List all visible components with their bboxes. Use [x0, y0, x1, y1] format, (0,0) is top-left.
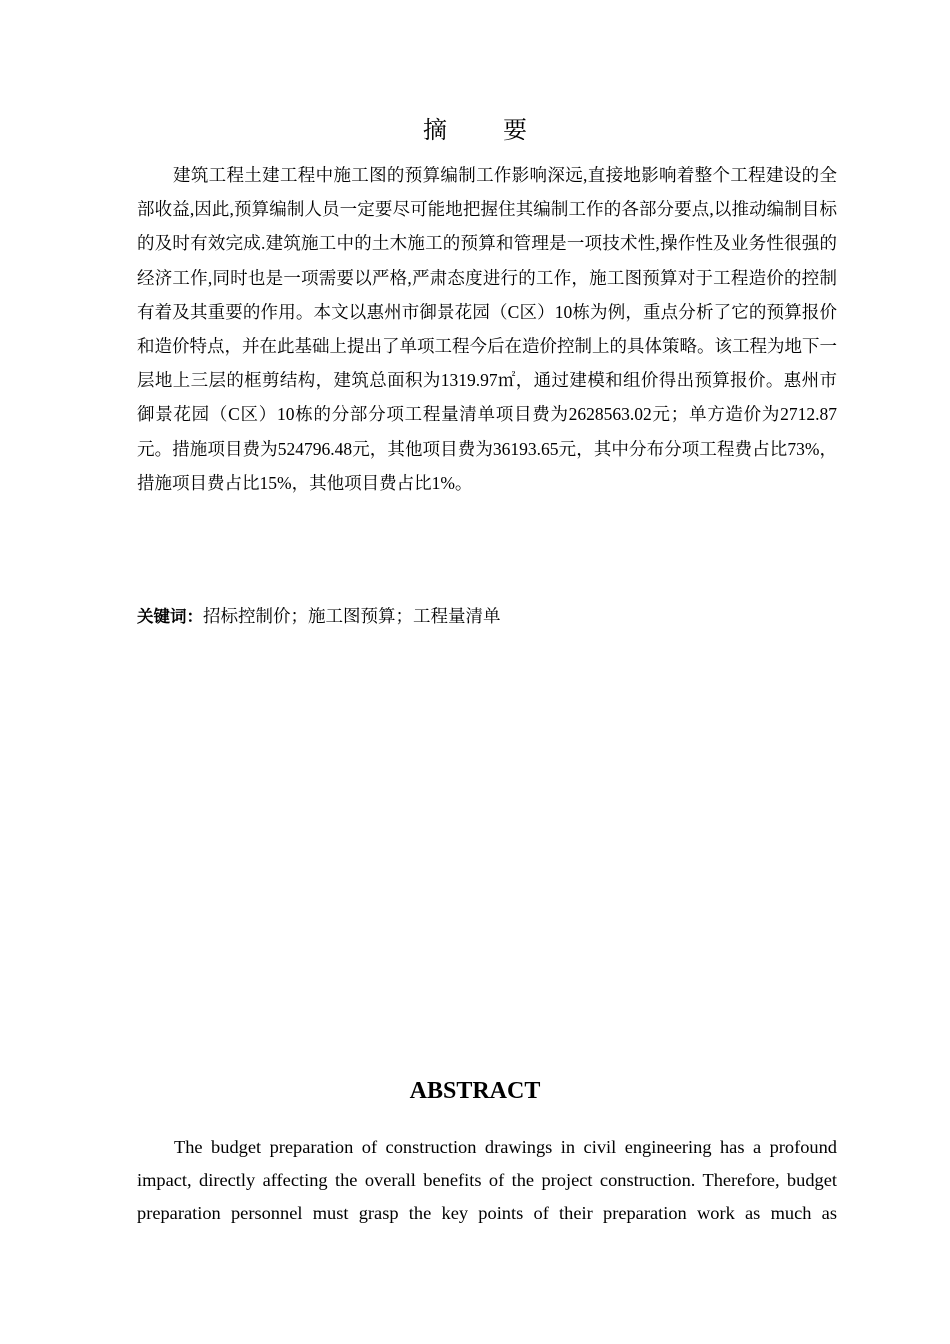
keywords-values: 招标控制价；施工图预算；工程量清单 [203, 606, 501, 626]
keywords-line [137, 600, 837, 633]
chinese-abstract-body: 建筑工程土建工程中施工图的预算编制工作影响深远,直接地影响着整个工程建设的全部收益,因此,预算编制人员一定要尽可能地把握住其编制工作的各部分要点,以推动编制目标的及时有效完成.建筑施工中的土木施工的预算和管理是一项技术性,操作性及业务性很强的经济工作,同时也是一项需要以严格,严肃态度进行的工作，施工图预算对于工程造价的控制有着及其重要的作用。本文以惠州市御景花园（C区）10栋为例，重点分析了它的预算报价和造价特点，并在此基础上提出了单项工程今后在造价控制上的具体策略。该工程为地下一层地上三层的框剪结构，建筑总面积为1319.97㎡，通过建模和组价得出预算报价。惠州市御景花园（C区）10栋的分部分项工程量清单项目费为2628563.02元；单方造价为2712.87元。措施项目费为524796.48元，其他项目费为36193.65元，其中分布分项工程费占比73%，措施项目费占比15%，其他项目费占比1%。 [137, 165, 837, 493]
chinese-abstract-title: 摘 要 [423, 116, 543, 144]
english-abstract-body: The budget preparation of construction drawings in civil engineering has a profound impact, directly affecting the overall benefits of the project construction. Therefore, budget preparation personnel must grasp the key points of their preparation work as much as [137, 1137, 837, 1223]
keywords-label: 关键词： [137, 607, 203, 626]
english-abstract-title: ABSTRACT [409, 1078, 541, 1104]
